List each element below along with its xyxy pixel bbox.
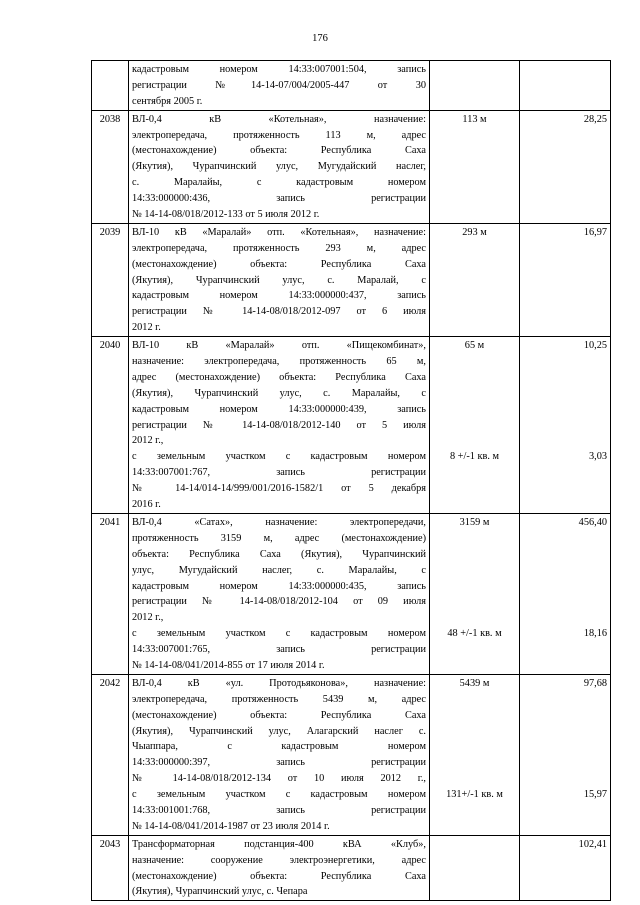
description-line: № 14-14-08/041/2014-855 от 17 июля 2014 г.: [132, 659, 325, 671]
table-row: [92, 835, 611, 901]
description-line: с. Маралайы, с кадастровым номером: [132, 177, 426, 189]
cost-value: [523, 433, 607, 449]
description-line: регистрации № 14-14-08/018/2012-140 от 5 июля: [132, 419, 426, 431]
cost-value: 15,97: [583, 789, 607, 801]
size-value: 3159 м: [459, 516, 490, 528]
cost-value: [523, 563, 607, 579]
table-row: [92, 223, 611, 336]
description-line: ВЛ-10 кВ «Маралай» отп. «Пищекомбинат»,: [132, 340, 426, 352]
description-line: с земельным участком с кадастровым номером: [132, 789, 426, 801]
object-cost: [520, 337, 611, 514]
description-line: 14:33:007001:767, запись регистрации: [132, 467, 426, 479]
object-description: [129, 110, 430, 223]
description-line: ВЛ-0,4 «Сатах», назначение: электропередачи,: [132, 516, 426, 528]
object-size: [430, 513, 520, 674]
cost-value: [523, 579, 607, 595]
description-line: кадастровым номером 14:33:007001:504, запись: [132, 64, 426, 75]
size-value: 48 +/-1 кв. м: [447, 628, 502, 640]
cost-value: 18,16: [583, 628, 607, 640]
size-value: 293 м: [462, 226, 487, 238]
object-description: [129, 835, 430, 901]
description-line: (местонахождение) объекта: Республика Саха: [132, 870, 426, 882]
table-row: [92, 337, 611, 514]
description-line: (Якутия), Чурапчинский улус, Мугудайский наслег,: [132, 161, 426, 173]
description-line: электропередача, протяженность 113 м, адрес: [132, 129, 426, 141]
description-line: объекта: Республика Саха (Якутия), Чурапчинский: [132, 548, 426, 560]
size-value: [433, 594, 516, 610]
cost-value: 97,68: [583, 677, 607, 689]
cost-value: [523, 755, 607, 771]
size-value: [433, 433, 516, 449]
object-description: [129, 674, 430, 835]
table-row: [92, 674, 611, 835]
description-line: № 14-14-08/018/2012-134 от 10 июля 2012 г.,: [132, 773, 426, 785]
cost-value: 102,41: [578, 838, 607, 850]
description-line: ВЛ-0,4 кВ «ул. Протодьяконова», назначение:: [132, 677, 426, 689]
description-line: улус, Мугудайский наслег, с. Маралайы, с: [132, 564, 426, 576]
object-description: [129, 61, 430, 111]
cost-value: [523, 739, 607, 755]
description-line: ВЛ-0,4 кВ «Котельная», назначение:: [132, 113, 426, 125]
size-value: [433, 755, 516, 771]
size-value: [433, 354, 516, 370]
description-line: адрес (местонахождение) объекта: Республика Саха: [132, 371, 426, 383]
object-cost: [520, 223, 611, 336]
cost-value: [523, 402, 607, 418]
cost-value: [523, 418, 607, 434]
size-value: [433, 739, 516, 755]
description-line: 14:33:007001:765, запись регистрации: [132, 644, 426, 656]
description-line: протяженность 3159 м, адрес (местонахождение): [132, 532, 426, 544]
object-cost: [520, 674, 611, 835]
table-row: [92, 110, 611, 223]
size-value: [433, 692, 516, 708]
object-cost: [520, 513, 611, 674]
description-line: кадастровым номером 14:33:000000:437, запись: [132, 290, 426, 302]
table-row: [92, 61, 611, 111]
cost-value: [523, 386, 607, 402]
description-line: № 14-14-08/041/2014-1987 от 23 июля 2014 г.: [132, 820, 330, 832]
row-number: 2040: [92, 337, 129, 514]
cost-value: 3,03: [588, 451, 607, 463]
size-value: [433, 579, 516, 595]
cost-value: [523, 594, 607, 610]
cost-value: 10,25: [583, 340, 607, 352]
description-line: № 14-14-08/018/2012-133 от 5 июля 2012 г.: [132, 209, 320, 221]
size-value: 5439 м: [459, 677, 490, 689]
description-line: (Якутия), Чурапчинский улус, Алагарский наслег с.: [132, 725, 426, 737]
description-line: с земельным участком с кадастровым номером: [132, 628, 426, 640]
object-cost: [520, 835, 611, 901]
cost-value: [523, 610, 607, 626]
row-number: 2038: [92, 110, 129, 223]
description-line: 2012 г.,: [132, 435, 164, 447]
object-cost: [520, 110, 611, 223]
property-register-table: [91, 60, 611, 901]
description-line: с земельным участком с кадастровым номером: [132, 451, 426, 463]
cost-value: 28,25: [583, 113, 607, 125]
description-line: Чыаппара, с кадастровым номером: [132, 741, 426, 753]
description-line: Трансформаторная подстанция-400 кВА «Клуб»,: [132, 838, 426, 850]
size-value: [433, 563, 516, 579]
size-value: 113 м: [462, 113, 487, 125]
object-cost: [520, 61, 611, 111]
object-size: [430, 835, 520, 901]
object-size: [430, 110, 520, 223]
description-line: (Якутия), Чурапчинский улус, с. Маралайы, с: [132, 387, 426, 399]
description-line: (Якутия), Чурапчинский улус, с. Маралай, с: [132, 274, 426, 286]
description-line: регистрации № 14-14-08/018/2012-104 от 09 июля: [132, 596, 426, 608]
description-line: (местонахождение) объекта: Республика Саха: [132, 258, 426, 270]
size-value: 65 м: [464, 340, 485, 352]
cost-value: [523, 724, 607, 740]
object-size: [430, 223, 520, 336]
description-line: 2016 г.: [132, 499, 161, 511]
size-value: [433, 771, 516, 787]
cost-value: [523, 531, 607, 547]
cost-value: [523, 547, 607, 563]
row-number: 2043: [92, 835, 129, 901]
size-value: [433, 402, 516, 418]
description-line: 14:33:000000:397, запись регистрации: [132, 757, 426, 769]
description-line: электропередача, протяженность 5439 м, адрес: [132, 693, 426, 705]
object-description: [129, 513, 430, 674]
size-value: 131+/-1 кв. м: [446, 789, 503, 801]
description-line: назначение: сооружение электроэнергетики, адрес: [132, 854, 426, 866]
description-line: кадастровым номером 14:33:000000:439, запись: [132, 403, 426, 415]
description-line: кадастровым номером 14:33:000000:435, запись: [132, 580, 426, 592]
size-value: [433, 418, 516, 434]
size-value: 8 +/-1 кв. м: [449, 451, 500, 463]
size-value: [433, 610, 516, 626]
size-value: [433, 724, 516, 740]
cost-value: 16,97: [583, 226, 607, 238]
cost-value: [523, 771, 607, 787]
row-number: 2039: [92, 223, 129, 336]
description-line: 14:33:000000:436, запись регистрации: [132, 193, 426, 205]
cost-value: [523, 370, 607, 386]
description-line: 2012 г.: [132, 322, 161, 334]
table-row: [92, 513, 611, 674]
description-line: регистрации № 14-14-08/018/2012-097 от 6 июля: [132, 306, 426, 318]
description-line: ВЛ-10 кВ «Маралай» отп. «Котельная», назначение:: [132, 226, 426, 238]
description-line: сентября 2005 г.: [132, 95, 203, 107]
size-value: [433, 708, 516, 724]
description-line: (местонахождение) объекта: Республика Саха: [132, 709, 426, 721]
row-number: [92, 61, 129, 111]
page-number: 176: [312, 33, 328, 44]
cost-value: [523, 354, 607, 370]
cost-value: 456,40: [578, 516, 607, 528]
object-size: [430, 61, 520, 111]
cost-value: [523, 692, 607, 708]
description-line: (местонахождение) объекта: Республика Саха: [132, 145, 426, 157]
object-size: [430, 674, 520, 835]
row-number: 2041: [92, 513, 129, 674]
description-line: регистрации №14-14-07/004/2005-447 от 30: [132, 79, 426, 91]
cost-value: [523, 708, 607, 724]
size-value: [433, 370, 516, 386]
object-description: [129, 223, 430, 336]
size-value: [433, 531, 516, 547]
row-number: 2042: [92, 674, 129, 835]
description-line: № 14-14/014-14/999/001/2016-1582/1 от 5 декабря: [132, 483, 426, 495]
description-line: 2012 г.,: [132, 612, 164, 624]
description-line: назначение: электропередача, протяженность 65 м,: [132, 356, 426, 368]
size-value: [433, 547, 516, 563]
object-description: [129, 337, 430, 514]
object-size: [430, 337, 520, 514]
description-line: электропередача, протяженность 293 м, адрес: [132, 242, 426, 254]
size-value: [433, 386, 516, 402]
description-line: (Якутия), Чурапчинский улус, с. Чепара: [132, 886, 308, 898]
description-line: 14:33:001001:768, запись регистрации: [132, 804, 426, 816]
